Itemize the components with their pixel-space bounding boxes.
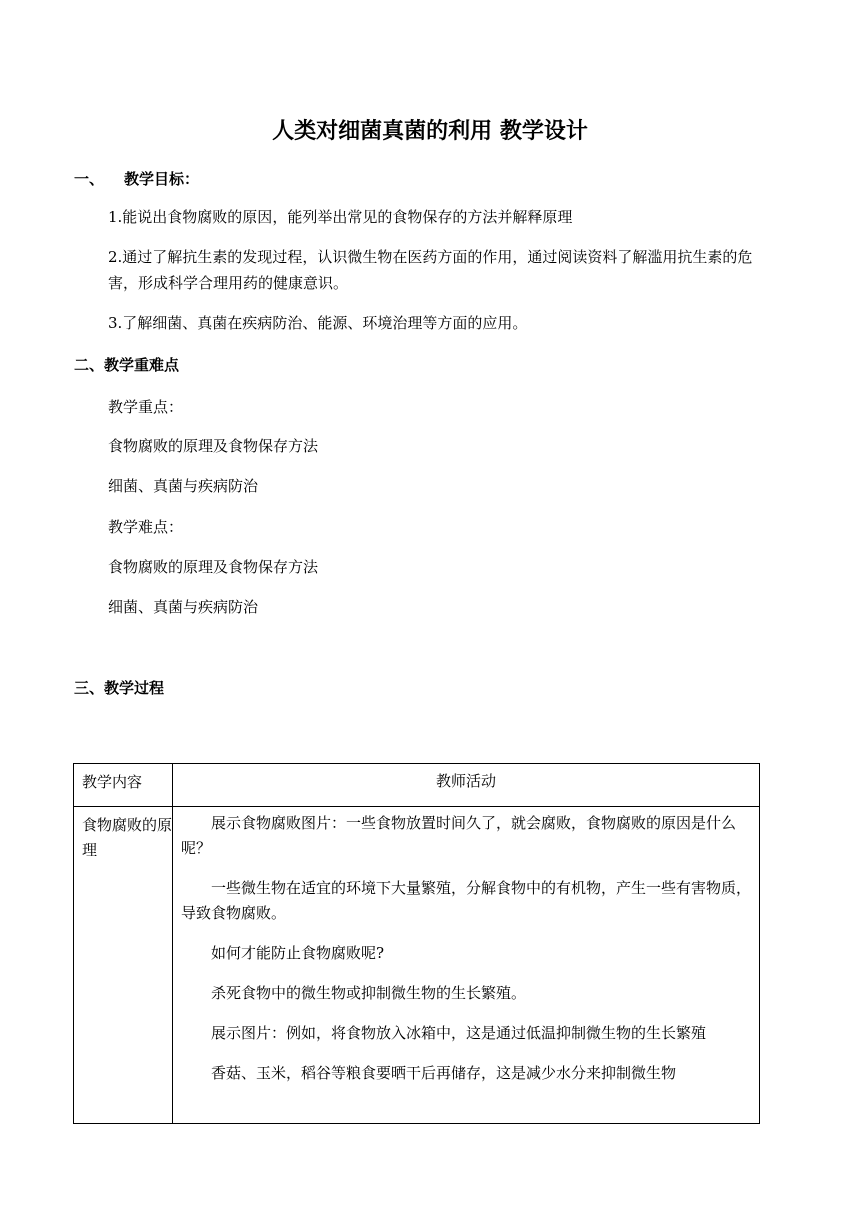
header-content: 教学内容	[74, 764, 173, 807]
activity-paragraph: 展示食物腐败图片：一些食物放置时间久了，就会腐败，食物腐败的原因是什么呢？	[181, 814, 737, 857]
header-teacher-activity: 教师活动	[173, 764, 760, 807]
table-row	[74, 807, 760, 1124]
difficulty-item-2: 细菌、真菌与疾病防治	[108, 598, 259, 616]
row-content-cell: 食物腐败的原理	[74, 807, 173, 1124]
difficulty-item-1: 食物腐败的原理及食物保存方法	[108, 558, 319, 576]
activity-paragraph: 展示图片：例如，将食物放入冰箱中，这是通过低温抑制微生物的生长繁殖	[211, 1024, 707, 1042]
section1-heading	[74, 168, 199, 189]
section3-heading: 三、教学过程	[74, 679, 165, 697]
objective-item-2: 2.通过了解抗生素的发现过程，认识微生物在医药方面的作用，通过阅读资料了解滥用抗生素的危害，形成科学合理用药的健康意识。	[108, 248, 753, 292]
section1-number: 一、	[74, 170, 105, 188]
document-title: 人类对细菌真菌的利用 教学设计	[272, 119, 588, 144]
objective-item-1: 1.能说出食物腐败的原因，能列举出常见的食物保存的方法并解释原理	[108, 208, 573, 226]
focus-label: 教学重点：	[108, 398, 184, 416]
focus-item-1: 食物腐败的原理及食物保存方法	[108, 437, 319, 455]
focus-item-2: 细菌、真菌与疾病防治	[108, 477, 259, 495]
teaching-process-table	[73, 763, 760, 1124]
activity-paragraph: 杀死食物中的微生物或抑制微生物的生长繁殖。	[211, 984, 527, 1002]
section2-heading: 二、教学重难点	[74, 356, 180, 374]
section1-title: 教学目标：	[124, 170, 200, 188]
table-header-row	[74, 764, 760, 807]
activity-paragraph: 如何才能防止食物腐败呢?	[211, 944, 385, 962]
activity-paragraph: 一些微生物在适宜的环境下大量繁殖，分解食物中的有机物，产生一些有害物质，导致食物腐败。	[181, 879, 752, 922]
objective-item-3: 3.了解细菌、真菌在疾病防治、能源、环境治理等方面的应用。	[108, 314, 528, 332]
row-activity-cell	[173, 807, 760, 1124]
activity-paragraph: 香菇、玉米，稻谷等粮食要晒干后再储存，这是减少水分来抑制微生物	[211, 1064, 677, 1082]
difficulty-label: 教学难点：	[108, 518, 184, 536]
